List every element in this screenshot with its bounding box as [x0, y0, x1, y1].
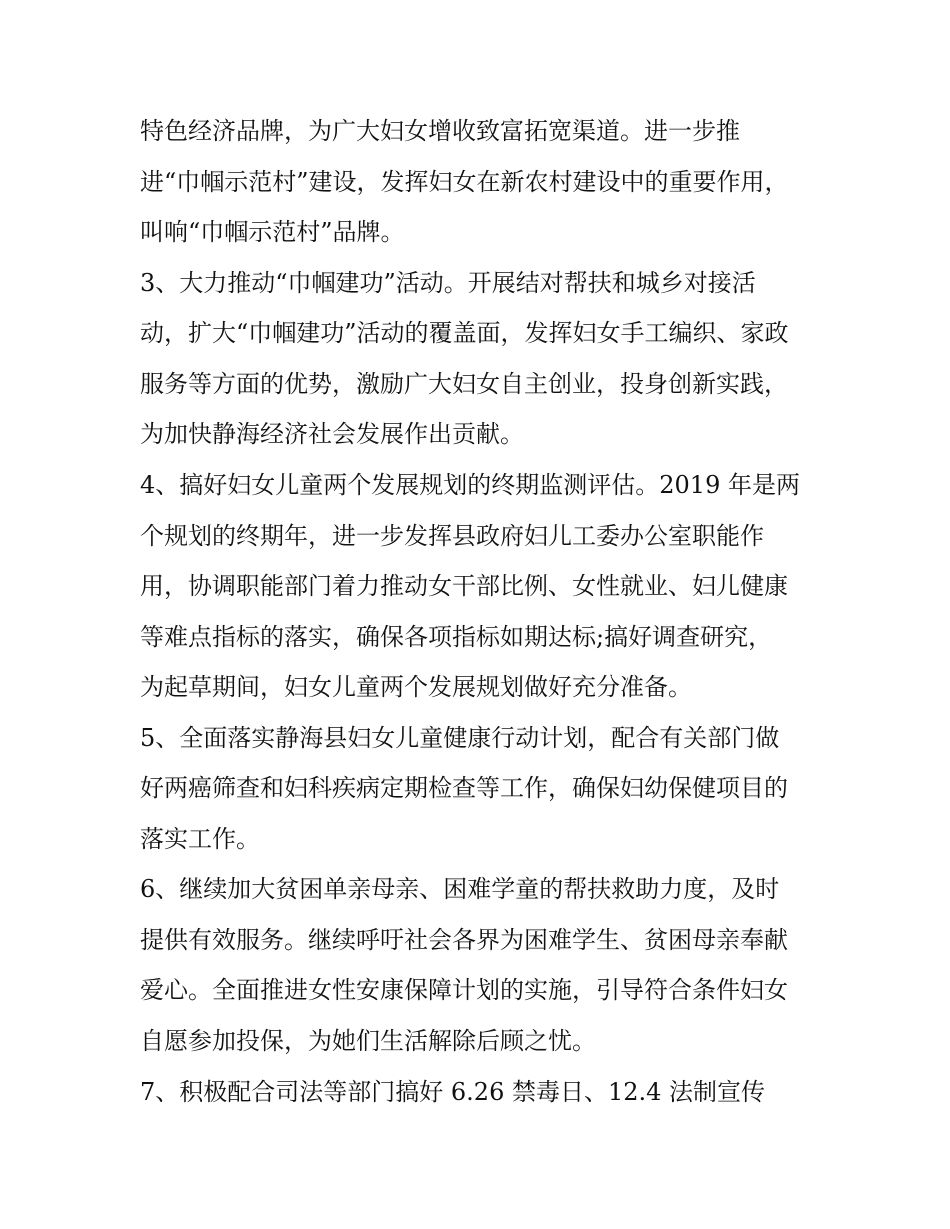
- text-line: 提供有效服务。继续呼吁社会各界为困难学生、贫困母亲奉献: [140, 926, 788, 954]
- text-line: 个规划的终期年，进一步发挥县政府妇儿工委办公室职能作: [140, 522, 764, 550]
- text-line: 服务等方面的优势，激励广大妇女自主创业，投身创新实践，: [140, 370, 788, 398]
- text-line: 等难点指标的落实，确保各项指标如期达标;搞好调查研究，: [140, 623, 773, 651]
- text-line: 5、全面落实静海县妇女儿童健康行动计划，配合有关部门做: [140, 724, 780, 752]
- text-line: 6、继续加大贫困单亲母亲、困难学童的帮扶救助力度，及时: [140, 875, 780, 903]
- text-line: 3、大力推动“巾帼建功”活动。开展结对帮扶和城乡对接活: [140, 269, 756, 297]
- text-line: 自愿参加投保，为她们生活解除后顾之忧。: [140, 1027, 596, 1055]
- text-line: 叫响“巾帼示范村”品牌。: [140, 218, 405, 246]
- text-line: 动，扩大“巾帼建功”活动的覆盖面，发挥妇女手工编织、家政: [140, 319, 789, 347]
- text-line: 用，协调职能部门着力推动女干部比例、女性就业、妇儿健康: [140, 572, 788, 600]
- text-line: 爱心。全面推进女性安康保障计划的实施，引导符合条件妇女: [140, 976, 788, 1004]
- text-line: 4、搞好妇女儿童两个发展规划的终期监测评估。2019 年是两: [140, 471, 800, 499]
- text-line: 为加快静海经济社会发展作出贡献。: [140, 420, 524, 448]
- text-line: 好两癌筛查和妇科疾病定期检查等工作，确保妇幼保健项目的: [140, 774, 788, 802]
- text-line: 落实工作。: [140, 825, 260, 853]
- text-line: 为起草期间，妇女儿童两个发展规划做好充分准备。: [140, 673, 692, 701]
- text-line: 进“巾帼示范村”建设，发挥妇女在新农村建设中的重要作用，: [140, 168, 789, 196]
- text-line: 特色经济品牌，为广大妇女增收致富拓宽渠道。进一步推: [140, 117, 740, 145]
- text-line: 7、积极配合司法等部门搞好 6.26 禁毒日、12.4 法制宣传: [140, 1078, 766, 1106]
